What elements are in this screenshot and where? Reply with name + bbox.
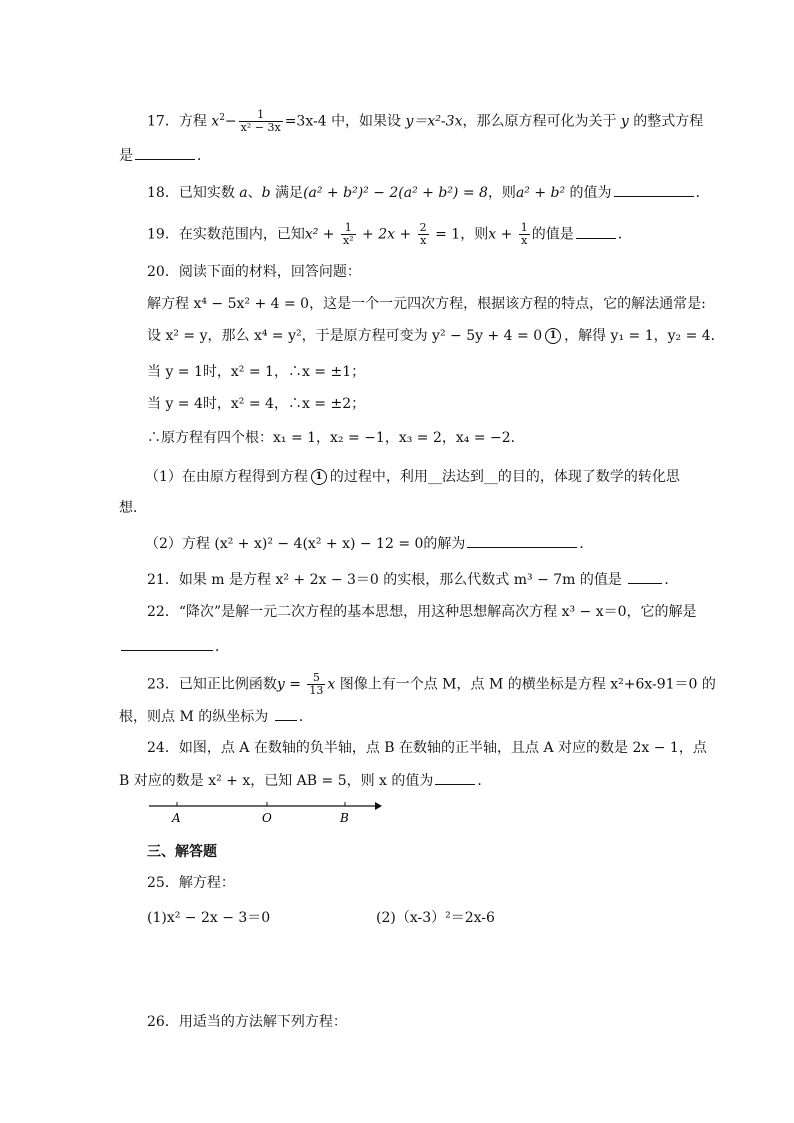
answer-blank[interactable] bbox=[435, 770, 475, 785]
text: 23．已知正比例函数 bbox=[147, 676, 277, 693]
fraction-numerator: 2 bbox=[419, 221, 427, 234]
expression: y = bbox=[276, 676, 306, 693]
question-20-part-1-cont: 想． bbox=[119, 500, 147, 516]
fraction-denominator: x² bbox=[342, 234, 354, 247]
text: 设 x² = y，那么 x⁴ = y²，于是原方程可变为 y² − 5y + 4 = 0 bbox=[147, 328, 543, 344]
expression: a² + b² bbox=[515, 185, 566, 201]
text: 是 bbox=[119, 148, 133, 164]
expression: x² + bbox=[304, 226, 339, 243]
fraction bbox=[341, 222, 356, 247]
question-20-line-5: ∴原方程有四个根：x₁ = 1，x₂ = −1，x₃ = 2，x₄ = −2． bbox=[147, 430, 525, 446]
label-a: A bbox=[172, 811, 181, 825]
text: 已知实数 bbox=[178, 185, 240, 201]
equation: (a² + b²)² − 2(a² + b²) = 8 bbox=[303, 185, 488, 201]
variable: a bbox=[239, 185, 248, 201]
text: 的过程中，利用__法达到__的目的，体现了数学的转化思 bbox=[329, 469, 680, 485]
text: ． bbox=[197, 148, 211, 164]
variable: y bbox=[620, 113, 629, 130]
text: ，解得 y₁ = 1，y₂ = 4． bbox=[564, 328, 725, 344]
fraction bbox=[418, 222, 429, 247]
question-20-line-1: 解方程 x⁴ − 5x² + 4 = 0，这是一个一元四次方程，根据该方程的特点，它的解法通常是: bbox=[147, 296, 706, 312]
answer-blank[interactable] bbox=[467, 533, 577, 548]
text: ． bbox=[215, 639, 229, 655]
label-b: B bbox=[340, 811, 349, 825]
fraction bbox=[519, 222, 530, 247]
text: 根，则点 M 的纵坐标为 bbox=[119, 709, 273, 725]
answer-blank[interactable] bbox=[275, 706, 297, 721]
question-17-line-2 bbox=[119, 145, 211, 166]
text: ，则 bbox=[487, 185, 516, 201]
fraction-denominator: x² − 3x bbox=[240, 121, 281, 135]
question-26-title: 26．用适当的方法解下列方程： bbox=[147, 1014, 347, 1030]
expression: = 1 bbox=[430, 226, 461, 243]
question-number: 18． bbox=[147, 185, 179, 201]
fraction-numerator: 1 bbox=[520, 221, 528, 234]
question-24-line-2 bbox=[119, 770, 491, 791]
question-20-line-2 bbox=[147, 326, 725, 346]
question-25-part-1: (1)x² − 2x − 3＝0 bbox=[147, 910, 271, 926]
answer-blank[interactable] bbox=[576, 224, 616, 239]
fraction-denominator: 13 bbox=[309, 684, 324, 697]
text: 的值为 bbox=[565, 185, 612, 201]
fraction bbox=[307, 672, 325, 697]
text: （1）在由原方程得到方程 bbox=[145, 469, 308, 485]
text: 满足 bbox=[270, 185, 304, 201]
answer-blank[interactable] bbox=[628, 569, 662, 584]
fraction-denominator: x bbox=[521, 234, 528, 247]
number-line bbox=[147, 798, 382, 828]
question-number: 19． bbox=[147, 226, 179, 243]
text: 的整式方程 bbox=[628, 113, 704, 130]
question-20-line-3: 当 y = 1时，x² = 1，∴x = ±1； bbox=[147, 364, 366, 380]
text: 的值是 bbox=[531, 226, 574, 243]
text: ． bbox=[579, 536, 594, 552]
text: ． bbox=[695, 185, 710, 201]
expression: x + bbox=[488, 226, 517, 243]
question-20-line-4: 当 y = 4时，x² = 4，∴x = ±2； bbox=[147, 396, 366, 412]
question-18 bbox=[147, 182, 710, 203]
text: ． bbox=[617, 226, 632, 243]
question-25-part-2: (2)（x-3）²＝2x-6 bbox=[376, 910, 495, 926]
answer-blank[interactable] bbox=[121, 636, 213, 651]
circled-number-1: 1 bbox=[311, 469, 327, 485]
expression: + 2x + bbox=[357, 226, 416, 243]
arrow-head bbox=[375, 802, 382, 810]
question-20-title bbox=[147, 262, 361, 282]
question-20-part-1 bbox=[145, 467, 680, 487]
answer-blank[interactable] bbox=[135, 145, 195, 160]
text: ． bbox=[664, 572, 679, 588]
variable: x bbox=[327, 676, 336, 693]
question-19 bbox=[147, 222, 632, 247]
question-number: 17． bbox=[147, 113, 179, 130]
section-heading: 三、解答题 bbox=[147, 844, 217, 860]
answer-blank[interactable] bbox=[614, 182, 694, 197]
question-25-title: 25．解方程： bbox=[147, 875, 235, 891]
text: 图像上有一个点 M，点 M 的横坐标是方程 x²+6x-91＝0 的 bbox=[335, 676, 716, 693]
fraction-denominator: x bbox=[420, 234, 427, 247]
question-23-line-2 bbox=[119, 706, 313, 727]
question-24-line-1: 24．如图，点 A 在数轴的负半轴，点 B 在数轴的正半轴，且点 A 对应的数是 2x − 1，点 bbox=[147, 740, 707, 756]
text: ，则 bbox=[460, 226, 489, 243]
question-20-part-2 bbox=[145, 533, 593, 554]
text: ． bbox=[298, 709, 313, 725]
text: =3x-4 中，如果设 bbox=[284, 113, 406, 130]
question-23-line-1 bbox=[147, 672, 716, 697]
label-o: O bbox=[262, 811, 272, 825]
fraction-numerator: 1 bbox=[341, 222, 356, 235]
question-17-line-1: 17．方程 $x^2-$ $\frac{1}{\text{x² − 3x}}$ =3x-4 中，如果设 y＝x²-3x，那么原方程可化为关于 y 的整式方程 bbox=[147, 108, 704, 135]
text: B 对应的数是 x² + x，已知 AB = 5，则 x 的值为 bbox=[119, 773, 434, 789]
fraction bbox=[239, 109, 283, 134]
text: 在实数范围内，已知 bbox=[178, 226, 305, 243]
text: 、 bbox=[247, 185, 262, 201]
variable: b bbox=[261, 185, 271, 201]
question-22-line-2 bbox=[119, 636, 229, 657]
question-22: 22．“降次”是解一元二次方程的基本思想，用这种思想解高次方程 x³ − x＝0，它的解是 bbox=[147, 604, 697, 620]
text: 阅读下面的材料，回答问题： bbox=[178, 264, 361, 280]
fraction-numerator: 1 bbox=[239, 109, 283, 122]
circled-number-1: 1 bbox=[545, 328, 561, 344]
text: （2）方程 (x² + x)² − 4(x² + x) − 12 = 0的解为 bbox=[145, 536, 466, 552]
text: 方程 bbox=[178, 113, 212, 130]
fraction-numerator: 5 bbox=[307, 672, 325, 685]
text: 21．如果 m 是方程 x² + 2x − 3＝0 的实根，那么代数式 m³ − 7m 的值是 bbox=[147, 572, 627, 588]
substitution: y＝x²-3x bbox=[405, 113, 463, 130]
question-number: 20． bbox=[147, 264, 179, 280]
question-21 bbox=[147, 569, 678, 590]
text: ，那么原方程可化为关于 bbox=[462, 113, 621, 130]
text: ． bbox=[477, 773, 492, 789]
